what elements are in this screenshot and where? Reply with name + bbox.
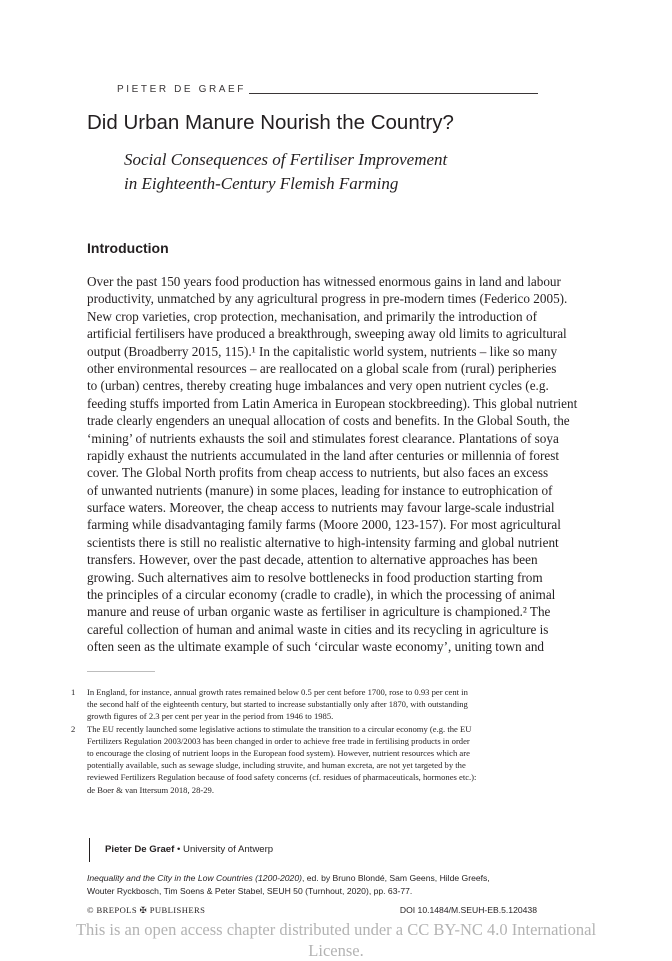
- running-author: PIETER DE GRAEF: [117, 84, 247, 95]
- body-line: farming while disadvantaging family farms (Moore 2000, 123-157). For most agricultural: [87, 517, 561, 533]
- doi-link[interactable]: DOI 10.1484/M.SEUH-EB.5.120438: [399, 905, 537, 915]
- body-line: transfers. However, over the past decade, attention to alternative approaches has been: [87, 552, 538, 568]
- footnote-line: In England, for instance, annual growth rates remained below 0.5 per cent before 1700, rose to 0.93 per cent in: [87, 687, 468, 697]
- header-rule: [249, 93, 538, 94]
- affiliation-author-name: Pieter De Graef: [105, 844, 175, 855]
- footnote-line: de Boer & van Ittersum 2018, 28-29.: [87, 784, 214, 795]
- body-line: cover. The Global North profits from cheap access to nutrients, but also faces an excess: [87, 465, 549, 481]
- citation-book-title: Inequality and the City in the Low Countries (1200-2020): [87, 873, 302, 883]
- footnotes: [71, 686, 537, 796]
- footnote-line: reviewed Fertilizers Regulation because of food safety concerns (cf. residues of pharmaceuticals, hormones etc.):: [87, 772, 477, 783]
- body-line: careful collection of human and animal waste in cities and its recycling in agriculture is: [87, 621, 549, 637]
- subtitle-line: in Eighteenth-Century Flemish Farming: [124, 174, 399, 193]
- body-line: ‘mining’ of nutrients exhausts the soil and stimulates forest clearance. Plantations of soya: [87, 430, 559, 446]
- citation-editors: , ed. by Bruno Blondé, Sam Geens, Hilde Greefs,: [301, 873, 490, 883]
- footnote-rule: [87, 671, 155, 672]
- section-heading: Introduction: [87, 240, 169, 256]
- affiliation-bullet: •: [177, 844, 181, 855]
- subtitle-line: Social Consequences of Fertiliser Improvement: [124, 150, 448, 169]
- body-line: trade clearly engenders an unequal allocation of costs and benefits. In the Global South, the: [87, 413, 570, 429]
- footnote: [71, 723, 537, 796]
- body-line: output (Broadberry 2015, 115).¹ In the capitalistic world system, nutrients – like so many: [87, 343, 558, 359]
- footnote-line: the second half of the eighteenth century, but started to increase substantially only after 1870, with outstanding: [87, 699, 468, 710]
- footnote-line: potentially available, such as sewage sludge, including struvite, and human excreta, are not yet targeted by the: [87, 760, 466, 771]
- license-line: This is an open access chapter distributed under a CC BY-NC 4.0 International: [75, 920, 597, 939]
- body-line: to (urban) centres, thereby creating huge imbalances and very open nutrient cycles (e.g.: [87, 378, 549, 394]
- body-line: manure and reuse of urban organic waste as fertiliser in agriculture is championed.² The: [87, 604, 551, 620]
- license-line: License.: [308, 941, 364, 960]
- footnote: [71, 686, 537, 723]
- body-line: growing. Such alternatives aim to resolve bottlenecks in food production starting from: [87, 569, 543, 585]
- body-line: artificial fertilisers have produced a breakthrough, sweeping away old limits to agricultural: [87, 326, 567, 342]
- body-line: scientists there is still no realistic alternative to high-intensity farming and global nutrient: [87, 534, 559, 550]
- footnote-line: The EU recently launched some legislative actions to stimulate the transition to a circular economy (e.g. the EU: [87, 723, 472, 734]
- body-line: surface waters. Moreover, the cheap access to nutrients may favour large-scale industrial: [87, 500, 555, 516]
- publisher-mark: © BREPOLS ✠ PUBLISHERS: [87, 905, 206, 915]
- body-line: productivity, unmatched by any agricultural progress in pre-modern times (Federico 2005).: [87, 291, 568, 307]
- citation-line: [87, 872, 547, 885]
- footnote-number: 1: [71, 687, 76, 697]
- author-affiliation: [105, 844, 273, 855]
- body-line: feeding stuffs imported from Latin America in European stockbreeding). This global nutrient: [87, 395, 578, 411]
- body-line: rapidly exhaust the nutrients accumulated in the land after centuries or millennia of forest: [87, 447, 560, 463]
- body-line: other environmental resources – are reallocated on a global scale from (rural) peripheries: [87, 360, 557, 376]
- body-line: the principles of a circular economy (cradle to cradle), in which the processing of animal: [87, 587, 556, 603]
- footnote-line: to encourage the closing of nutrient loops in the European food system). However, nutrient resources which are: [87, 748, 470, 759]
- chapter-subtitle: [124, 148, 447, 196]
- body-line: Over the past 150 years food production has witnessed enormous gains in land and labour: [87, 274, 561, 289]
- citation-line: Wouter Ryckbosch, Tim Soens & Peter Stabel, SEUH 50 (Turnhout, 2020), pp. 63-77.: [87, 886, 413, 896]
- footnote-line: Fertilizers Regulation 2003/2003 has been changed in order to achieve free trade in fertilising products in order: [87, 735, 470, 746]
- footnote-number: 2: [71, 723, 76, 734]
- body-line: New crop varieties, crop protection, mechanisation, and primarily the introduction of: [87, 308, 537, 324]
- body-line: often seen as the ultimate example of such ‘circular waste economy’, uniting town and: [87, 639, 545, 655]
- book-citation: [87, 872, 547, 898]
- body-line: of unwanted nutrients (manure) in some places, leading for instance to eutrophication of: [87, 482, 553, 498]
- affiliation-institution: University of Antwerp: [183, 844, 274, 855]
- footnote-line: growth figures of 2.3 per cent per year in the period from 1946 to 1985.: [87, 711, 334, 722]
- affiliation-bar: [89, 838, 90, 862]
- chapter-title: Did Urban Manure Nourish the Country?: [87, 111, 454, 134]
- license-note: [0, 919, 672, 961]
- body-paragraph: [87, 273, 578, 656]
